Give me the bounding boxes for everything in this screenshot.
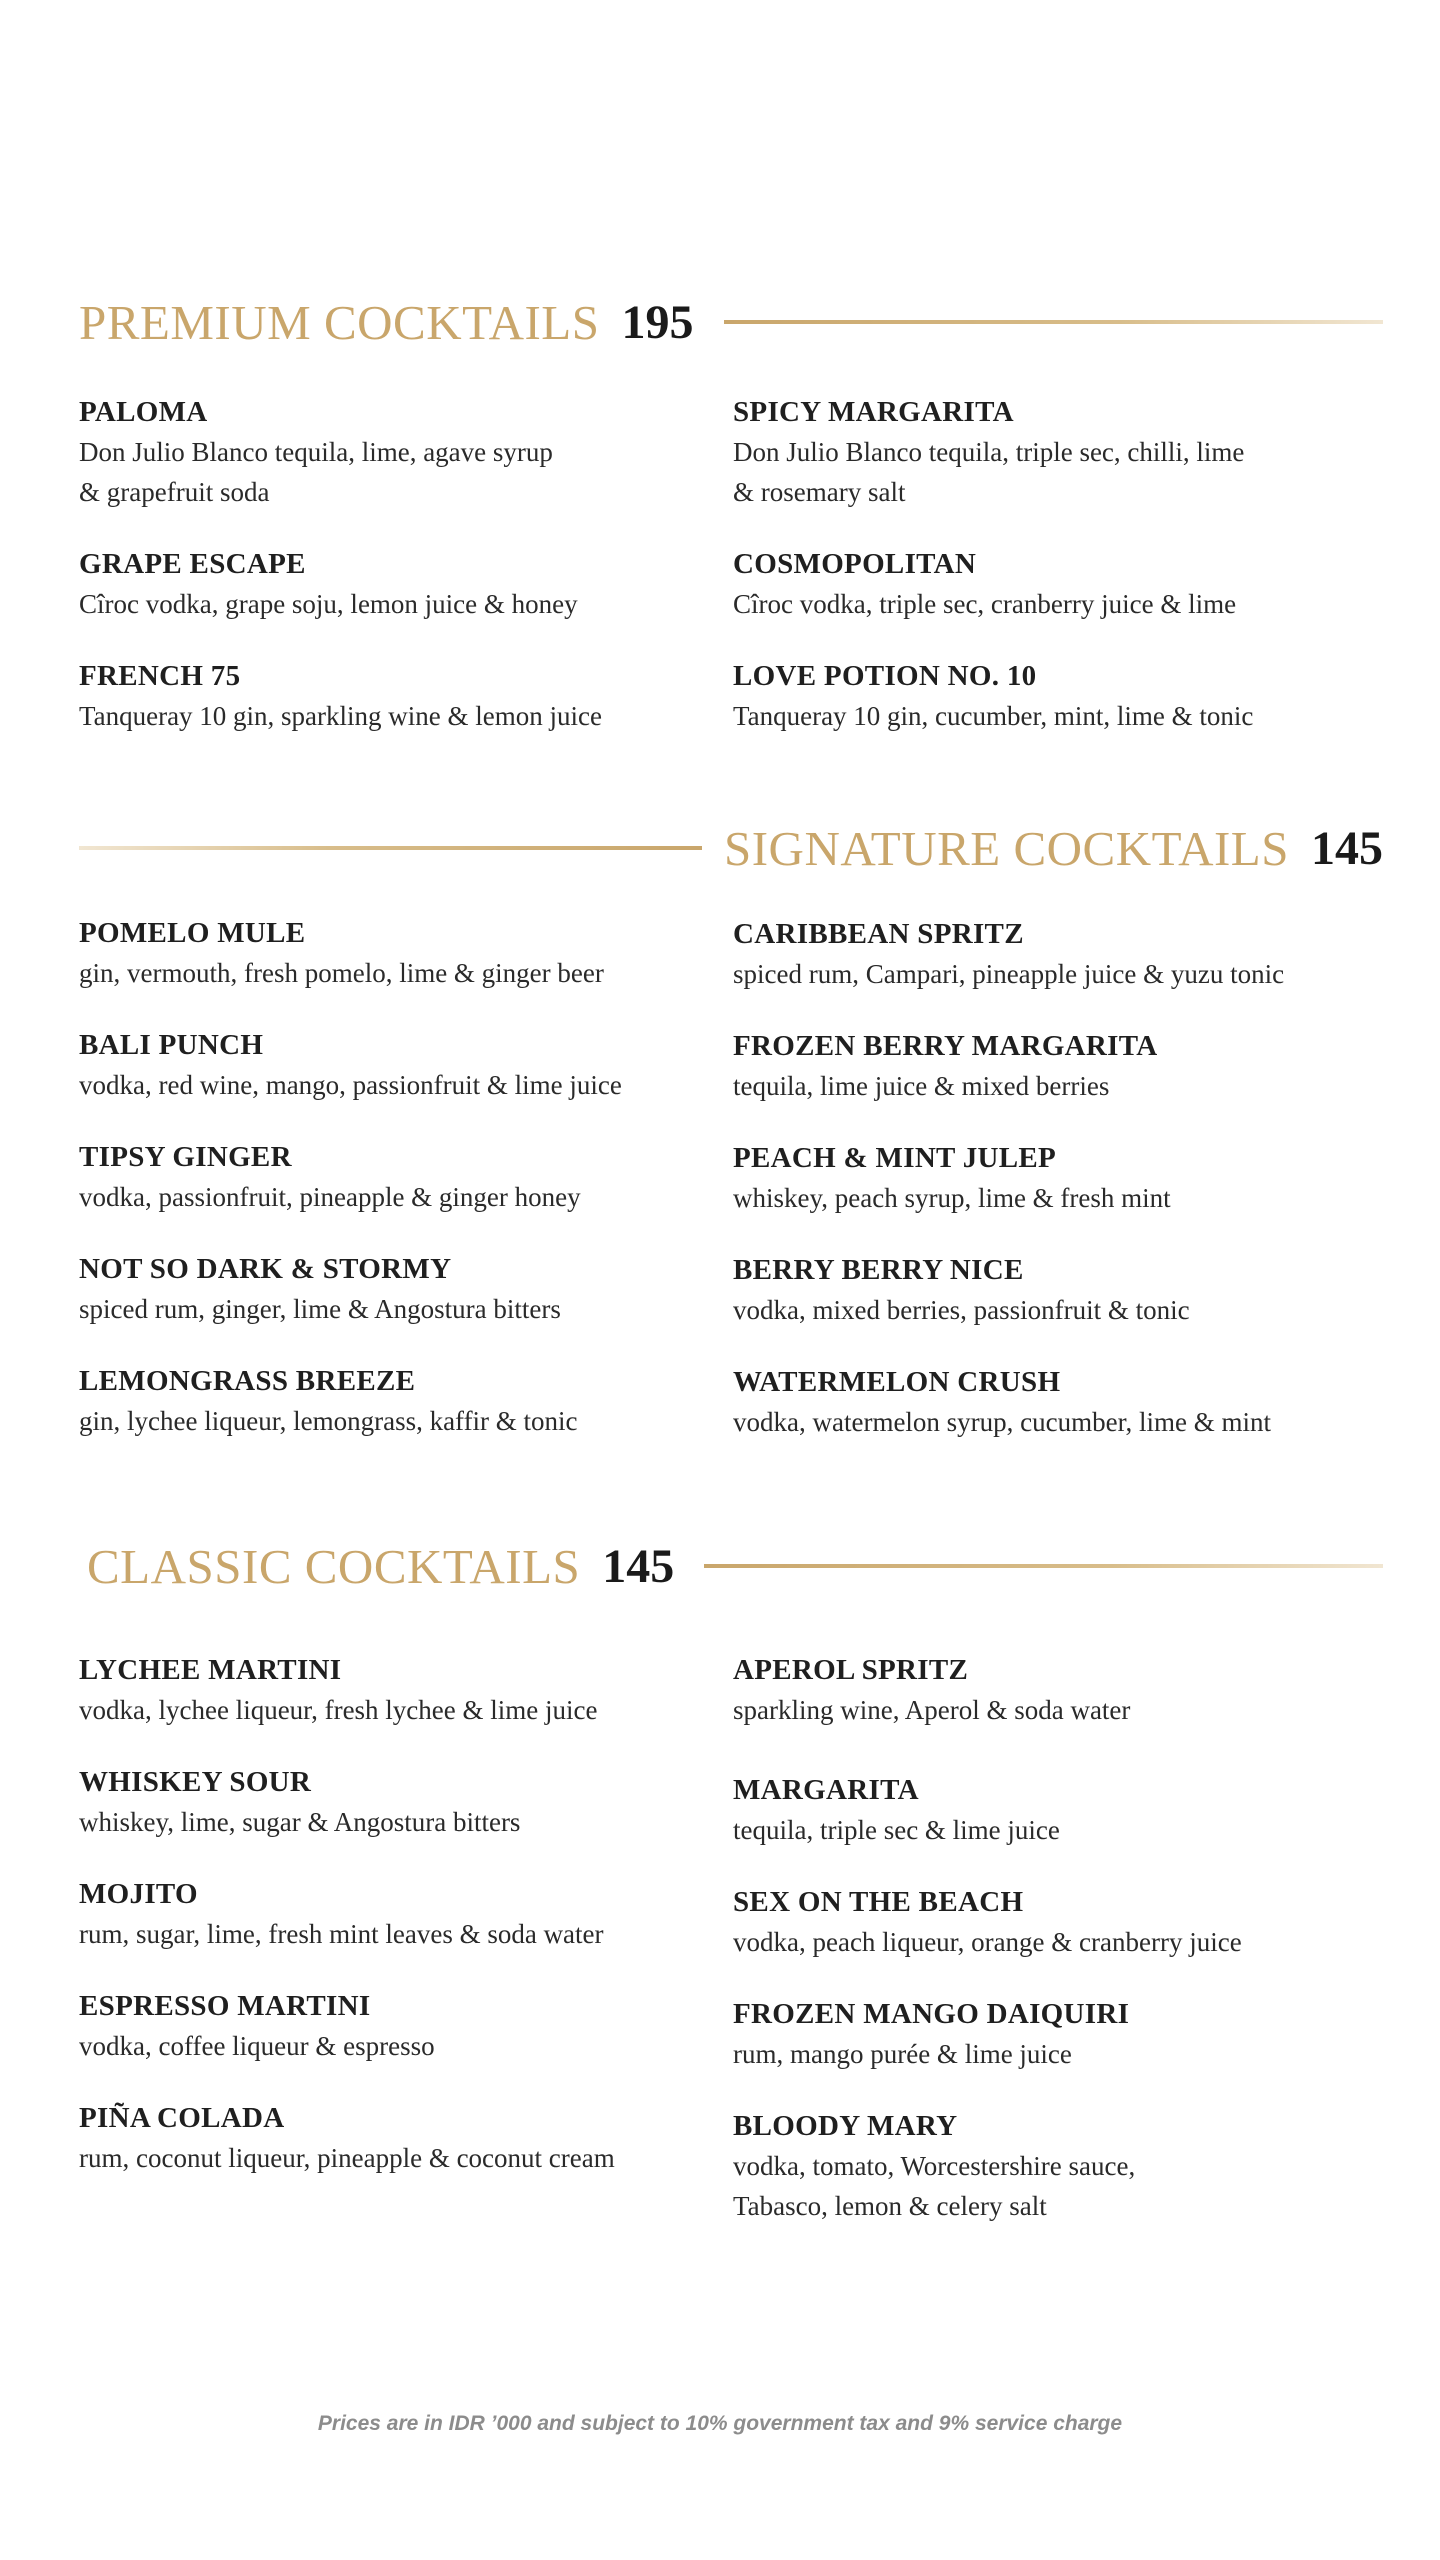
menu-item <box>733 1362 1373 1442</box>
menu-item <box>733 1650 1373 1730</box>
menu-item-name: TIPSY GINGER <box>79 1141 292 1173</box>
menu-item-description: rum, coconut liqueur, pineapple & coconut cream <box>79 2143 615 2173</box>
menu-item-name: FROZEN MANGO DAIQUIRI <box>733 1998 1130 2030</box>
divider-rule <box>79 846 702 850</box>
menu-item-description: Tanqueray 10 gin, cucumber, mint, lime & tonic <box>733 701 1254 731</box>
menu-item-description: vodka, coffee liqueur & espresso <box>79 2031 435 2061</box>
menu-item-name: PIÑA COLADA <box>79 2102 285 2134</box>
menu-item-description: tequila, triple sec & lime juice <box>733 1815 1060 1845</box>
menu-item <box>733 392 1373 512</box>
menu-item-name: CARIBBEAN SPRITZ <box>733 918 1024 950</box>
menu-item-name: LOVE POTION NO. 10 <box>733 660 1037 692</box>
divider-rule <box>724 320 1384 324</box>
section-title: CLASSIC COCKTAILS <box>87 1538 581 1594</box>
menu-item-description: sparkling wine, Aperol & soda water <box>733 1695 1131 1725</box>
menu-item <box>79 1650 719 1730</box>
menu-item-description: tequila, lime juice & mixed berries <box>733 1071 1110 1101</box>
premium-right-column <box>733 392 1373 736</box>
menu-item <box>79 1874 719 1954</box>
menu-item-name: BALI PUNCH <box>79 1029 264 1061</box>
section-price: 145 <box>602 1539 675 1593</box>
menu-item-name: MOJITO <box>79 1878 198 1910</box>
menu-item <box>733 1138 1373 1218</box>
menu-item-name: BERRY BERRY NICE <box>733 1254 1024 1286</box>
menu-item-name: SPICY MARGARITA <box>733 396 1014 428</box>
menu-item-name: FRENCH 75 <box>79 660 241 692</box>
menu-item <box>79 1361 719 1441</box>
menu-item-description: vodka, peach liqueur, orange & cranberry juice <box>733 1927 1242 1957</box>
menu-item <box>733 1770 1373 1850</box>
section-price: 145 <box>1311 821 1383 875</box>
menu-item-description: Don Julio Blanco tequila, triple sec, chilli, lime <box>733 437 1245 467</box>
menu-item-name: WHISKEY SOUR <box>79 1766 312 1798</box>
menu-item-description: Tabasco, lemon & celery salt <box>733 2191 1047 2221</box>
premium-left-column <box>79 392 719 736</box>
menu-item-name: PALOMA <box>79 396 208 428</box>
menu-item <box>79 1249 719 1329</box>
menu-item-description: vodka, watermelon syrup, cucumber, lime & mint <box>733 1407 1272 1437</box>
menu-item <box>79 913 719 993</box>
classic-cocktails-header <box>79 1526 1383 1606</box>
menu-item <box>79 1986 719 2066</box>
menu-item-description: spiced rum, Campari, pineapple juice & yuzu tonic <box>733 959 1285 989</box>
menu-item <box>733 544 1373 624</box>
menu-item <box>79 656 719 736</box>
menu-item-description: rum, sugar, lime, fresh mint leaves & soda water <box>79 1919 604 1949</box>
menu-item-description: Cîroc vodka, triple sec, cranberry juice & lime <box>733 589 1237 619</box>
menu-item-name: WATERMELON CRUSH <box>733 1366 1061 1398</box>
menu-item-description: Cîroc vodka, grape soju, lemon juice & honey <box>79 589 578 619</box>
menu-item <box>79 1762 719 1842</box>
menu-item <box>733 1882 1373 1962</box>
menu-item-description: vodka, passionfruit, pineapple & ginger honey <box>79 1182 581 1212</box>
menu-item <box>79 392 719 512</box>
menu-item <box>79 1137 719 1217</box>
menu-item-description: gin, lychee liqueur, lemongrass, kaffir & tonic <box>79 1406 578 1436</box>
price-footnote: Prices are in IDR ’000 and subject to 10% government tax and 9% service charge <box>317 2412 1123 2435</box>
menu-item-description: Tanqueray 10 gin, sparkling wine & lemon juice <box>79 701 602 731</box>
menu-item-description: vodka, lychee liqueur, fresh lychee & lime juice <box>79 1695 598 1725</box>
menu-item-name: NOT SO DARK & STORMY <box>79 1253 452 1285</box>
menu-item-description: whiskey, peach syrup, lime & fresh mint <box>733 1183 1171 1213</box>
signature-right-column <box>733 914 1373 1442</box>
menu-item <box>733 1026 1373 1106</box>
menu-item-name: APEROL SPRITZ <box>733 1654 969 1686</box>
menu-item-description: Don Julio Blanco tequila, lime, agave syrup <box>79 437 553 467</box>
menu-item-description: vodka, mixed berries, passionfruit & tonic <box>733 1295 1190 1325</box>
signature-left-column <box>79 913 719 1441</box>
section-price: 195 <box>621 295 694 349</box>
menu-item <box>79 544 719 624</box>
menu-item-description: & rosemary salt <box>733 477 906 507</box>
menu-item <box>79 1025 719 1105</box>
divider-rule <box>704 1564 1383 1568</box>
menu-item <box>733 656 1373 736</box>
classic-left-column <box>79 1650 719 2178</box>
menu-item-name: POMELO MULE <box>79 917 306 949</box>
menu-item-name: SEX ON THE BEACH <box>733 1886 1024 1918</box>
menu-item-name: BLOODY MARY <box>733 2110 958 2142</box>
menu-item <box>733 2106 1373 2226</box>
menu-item-description: spiced rum, ginger, lime & Angostura bitters <box>79 1294 561 1324</box>
menu-item <box>79 2098 719 2178</box>
menu-item-name: FROZEN BERRY MARGARITA <box>733 1030 1158 1062</box>
menu-item-description: whiskey, lime, sugar & Angostura bitters <box>79 1807 521 1837</box>
menu-item-name: ESPRESSO MARTINI <box>79 1990 371 2022</box>
menu-item-name: COSMOPOLITAN <box>733 548 977 580</box>
premium-cocktails-header <box>79 282 1383 362</box>
menu-item-name: LYCHEE MARTINI <box>79 1654 342 1686</box>
menu-item-description: gin, vermouth, fresh pomelo, lime & ginger beer <box>79 958 604 988</box>
menu-item <box>733 1250 1373 1330</box>
menu-item-name: MARGARITA <box>733 1774 919 1806</box>
classic-right-column <box>733 1650 1373 2226</box>
menu-item-description: vodka, tomato, Worcestershire sauce, <box>733 2151 1136 2181</box>
section-title: SIGNATURE COCKTAILS <box>723 820 1289 876</box>
signature-cocktails-header <box>79 808 1383 888</box>
menu-item-name: GRAPE ESCAPE <box>79 548 306 580</box>
menu-item-description: & grapefruit soda <box>79 477 270 507</box>
menu-item-description: vodka, red wine, mango, passionfruit & lime juice <box>79 1070 622 1100</box>
menu-item-name: PEACH & MINT JULEP <box>733 1142 1057 1174</box>
menu-item-name: LEMONGRASS BREEZE <box>79 1365 416 1397</box>
menu-item <box>733 1994 1373 2074</box>
section-title: PREMIUM COCKTAILS <box>79 294 600 350</box>
menu-item-description: rum, mango purée & lime juice <box>733 2039 1072 2069</box>
menu-item <box>733 914 1373 994</box>
